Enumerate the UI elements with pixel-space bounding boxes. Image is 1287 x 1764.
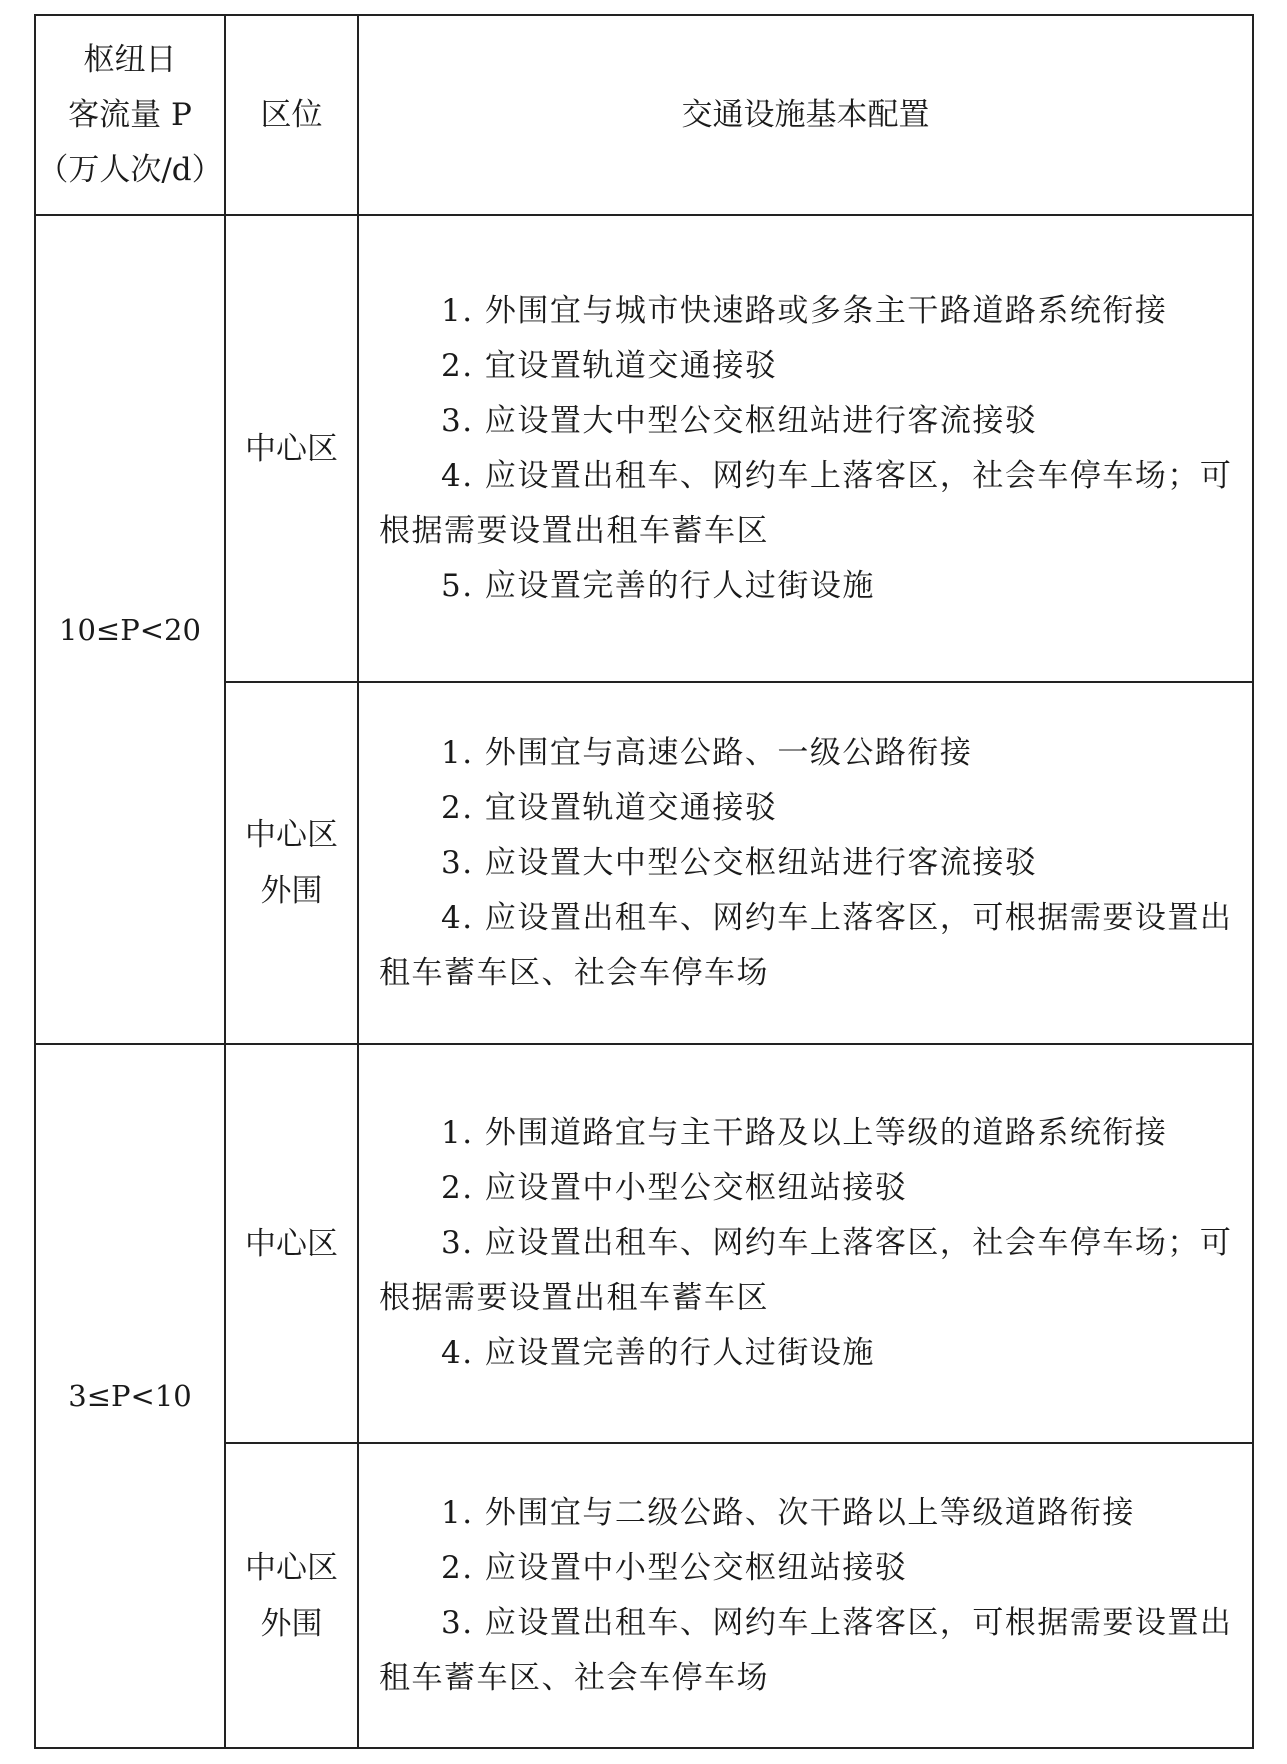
config-item: 2. 宜设置轨道交通接驳 xyxy=(441,789,778,826)
header-basic-config: 交通设施基本配置 xyxy=(358,15,1253,215)
facility-config-table xyxy=(34,14,1254,1749)
config-cell xyxy=(358,1044,1253,1443)
zone-cell xyxy=(225,215,358,682)
zone-cell xyxy=(225,1443,358,1748)
header-daily-passenger-flow xyxy=(35,15,225,215)
header-col1-line3: （万人次/d） xyxy=(37,151,223,188)
config-item: 3. 应设置大中型公交枢纽站进行客流接驳 xyxy=(441,402,1038,439)
config-item: 5. 应设置完善的行人过街设施 xyxy=(441,567,875,604)
table-row xyxy=(35,215,1253,682)
config-item: 2. 应设置中小型公交枢纽站接驳 xyxy=(441,1549,908,1586)
flow-range-cell: 3≤P<10 xyxy=(35,1044,225,1748)
config-item: 1. 外围宜与城市快速路或多条主干路道路系统衔接 xyxy=(441,292,1168,329)
zone-label: 外围 xyxy=(260,1605,323,1642)
config-cell xyxy=(358,215,1253,682)
config-item: 4. 应设置完善的行人过街设施 xyxy=(441,1335,875,1371)
zone-label: 中心区 xyxy=(245,430,338,467)
zone-label: 外围 xyxy=(260,873,323,909)
zone-cell xyxy=(225,1044,358,1443)
table-header-row xyxy=(35,15,1253,215)
config-item: 3. 应设置出租车、网约车上落客区，可根据需要设置出租车蓄车区、社会车停车场 xyxy=(379,1604,1233,1696)
header-col1-line1: 枢纽日 xyxy=(83,41,177,78)
config-item: 3. 应设置大中型公交枢纽站进行客流接驳 xyxy=(441,844,1038,881)
config-item: 1. 外围道路宜与主干路及以上等级的道路系统衔接 xyxy=(441,1115,1168,1151)
config-item: 4. 应设置出租车、网约车上落客区，社会车停车场；可根据需要设置出租车蓄车区 xyxy=(379,457,1233,549)
zone-cell xyxy=(225,682,358,1044)
config-cell xyxy=(358,1443,1253,1748)
header-location: 区位 xyxy=(225,15,358,215)
header-col1-line2: 客流量 P xyxy=(68,96,192,133)
table-row xyxy=(35,1044,1253,1443)
zone-label: 中心区 xyxy=(245,1225,338,1262)
config-item: 1. 外围宜与二级公路、次干路以上等级道路衔接 xyxy=(441,1494,1135,1531)
config-item: 3. 应设置出租车、网约车上落客区，社会车停车场；可根据需要设置出租车蓄车区 xyxy=(379,1225,1233,1316)
zone-label: 中心区 xyxy=(245,817,338,853)
config-item: 2. 宜设置轨道交通接驳 xyxy=(441,347,778,384)
config-item: 1. 外围宜与高速公路、一级公路衔接 xyxy=(441,734,973,771)
config-item: 2. 应设置中小型公交枢纽站接驳 xyxy=(441,1170,908,1206)
zone-label: 中心区 xyxy=(245,1549,338,1586)
config-item: 4. 应设置出租车、网约车上落客区，可根据需要设置出租车蓄车区、社会车停车场 xyxy=(379,899,1233,991)
flow-range-cell: 10≤P<20 xyxy=(35,215,225,1044)
config-cell xyxy=(358,682,1253,1044)
